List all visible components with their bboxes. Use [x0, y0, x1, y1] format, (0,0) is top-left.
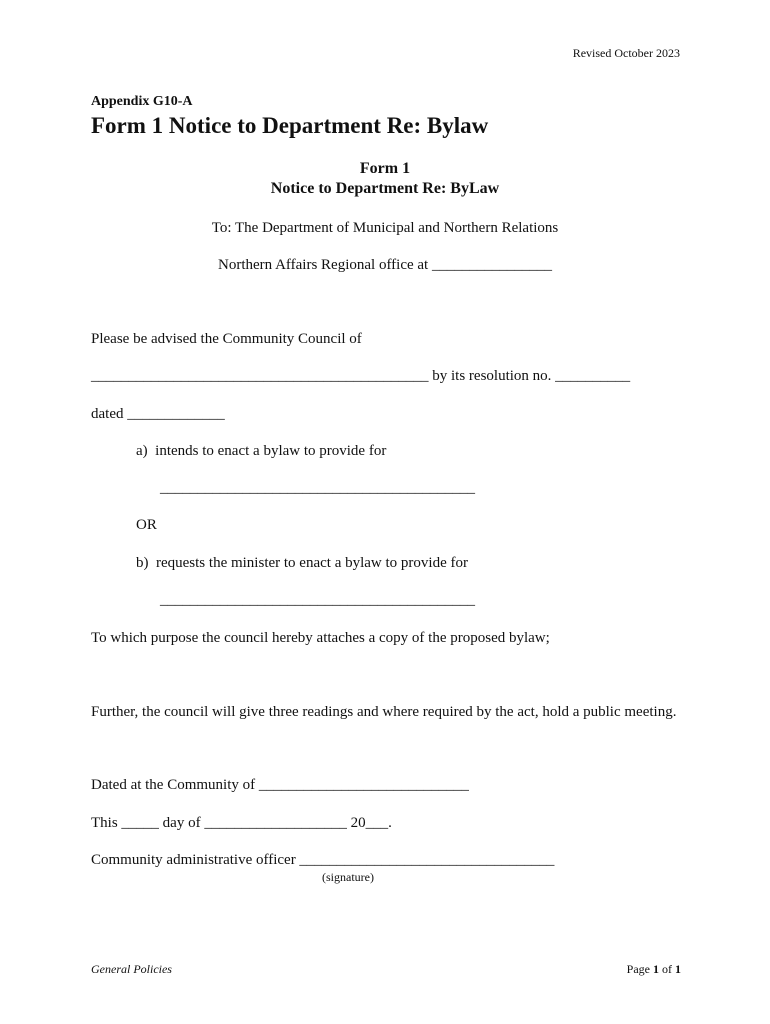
page-prefix: Page	[626, 962, 653, 976]
page-number	[627, 962, 681, 977]
revision-date: Revised October 2023	[572, 46, 680, 60]
form-heading: Form 1	[359, 160, 411, 177]
day-line: This _____ day of ___________________ 20___.	[91, 815, 392, 831]
page-current: 1	[653, 962, 659, 976]
option-b-blank: __________________________________________	[160, 592, 475, 608]
option-b: b) requests the minister to enact a bylaw to provide for	[136, 555, 468, 571]
dated-line: dated _____________	[91, 406, 225, 422]
page-title: Form 1 Notice to Department Re: Bylaw	[91, 113, 489, 138]
advised-text: Please be advised the Community Council of	[91, 331, 362, 347]
dated-at-line: Dated at the Community of ____________________________	[91, 777, 469, 793]
further-text: Further, the council will give three readings and where required by the act, hold a public meeting.	[91, 704, 677, 720]
option-a: a) intends to enact a bylaw to provide for	[136, 443, 387, 459]
resolution-line: _____________________________________________ by its resolution no. __________	[91, 368, 631, 384]
purpose-text: To which purpose the council hereby attaches a copy of the proposed bylaw;	[91, 630, 550, 646]
footer-section: General Policies	[91, 962, 172, 976]
page-of: of	[659, 962, 675, 976]
cao-signature-line: Community administrative officer __________________________________	[91, 852, 555, 868]
page-total: 1	[675, 962, 681, 976]
form-subheading: Notice to Department Re: ByLaw	[270, 180, 500, 197]
option-a-blank: __________________________________________	[160, 480, 475, 496]
addressee-line: To: The Department of Municipal and Northern Relations	[211, 220, 559, 236]
regional-office-line: Northern Affairs Regional office at ________________	[218, 257, 552, 273]
signature-caption: (signature)	[322, 870, 374, 884]
appendix-label: Appendix G10-A	[91, 94, 193, 109]
or-separator: OR	[136, 517, 157, 533]
